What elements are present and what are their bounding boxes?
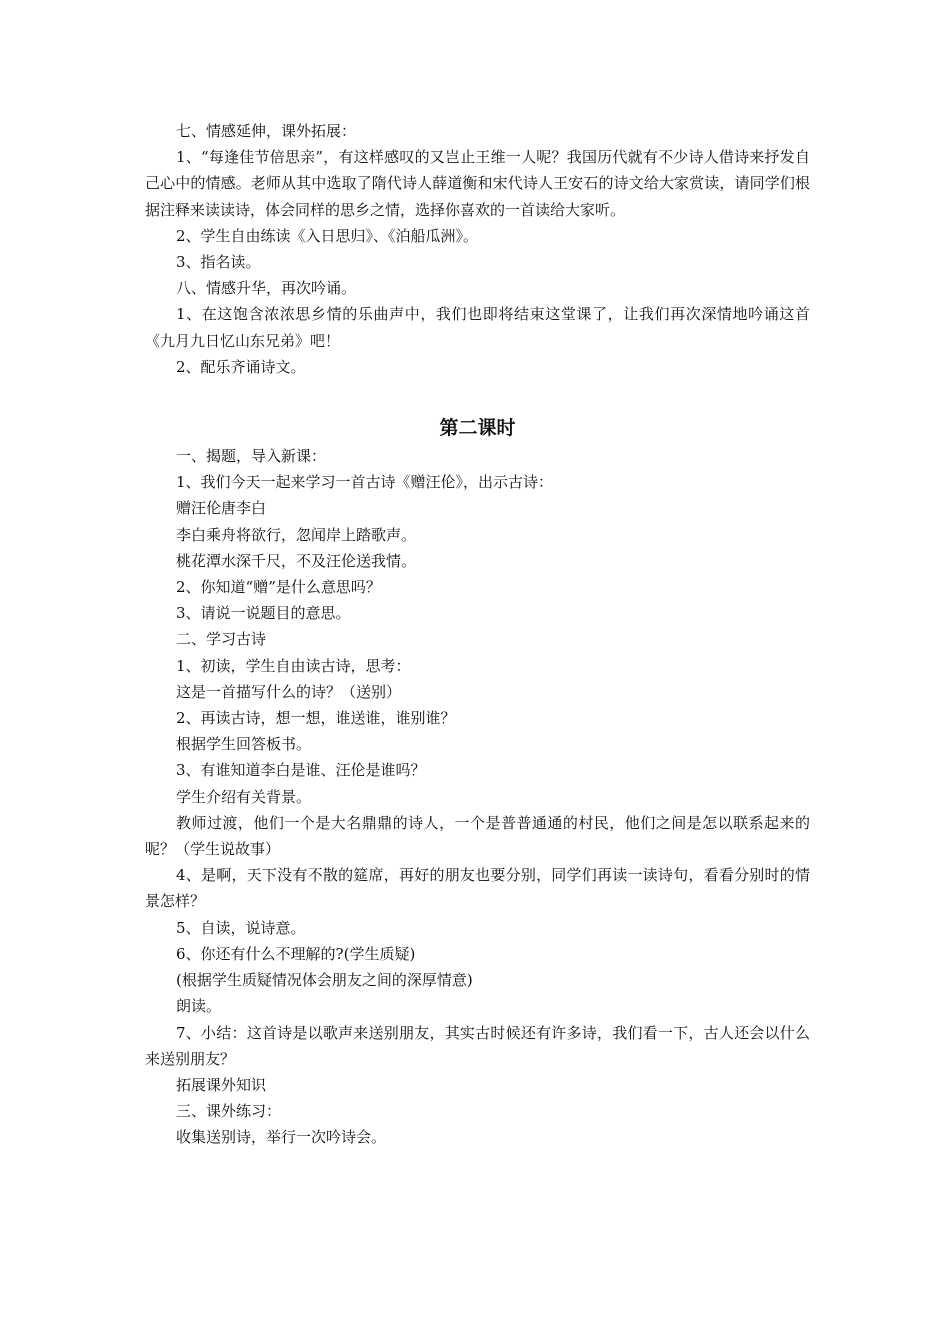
section-lesson-one-ending	[145, 118, 810, 380]
document-page	[145, 118, 810, 1151]
section-lesson-two	[145, 443, 810, 1150]
paragraph: 拓展课外知识	[176, 1075, 267, 1094]
section-heading-eight: 八、情感升华，再次吟诵。	[176, 279, 357, 298]
paragraph: 3、有谁知道李白是谁、汪伦是谁吗？	[176, 761, 426, 780]
section-spacer	[145, 380, 810, 414]
paragraph: 教师过渡，他们一个是大名鼎鼎的诗人，一个是普普通通的村民，他们之间是怎以联系起来的呢？（学生说故事）	[145, 813, 810, 859]
paragraph: 朗读。	[176, 997, 222, 1016]
paragraph: 学生介绍有关背景。	[176, 787, 312, 806]
paragraph: 1、初读，学生自由读古诗，思考：	[176, 656, 411, 675]
paragraph: 7、小结：这首诗是以歌声来送别朋友，其实古时候还有许多诗，我们看一下，古人还会以什么来送别朋友？	[145, 1023, 810, 1068]
paragraph: 6、你还有什么不理解的?(学生质疑)	[176, 944, 416, 963]
paragraph: 1、我们今天一起来学习一首古诗《赠汪伦》，出示古诗：	[176, 473, 554, 492]
paragraph: 1、在这饱含浓浓思乡情的乐曲声中，我们也即将结束这堂课了，让我们再次深情地吟诵这首《九月九日忆山东兄弟》吧！	[145, 305, 810, 350]
paragraph: 收集送别诗，举行一次吟诗会。	[176, 1128, 387, 1147]
lesson-title: 第二课时	[439, 417, 516, 440]
section-heading-three: 三、课外练习：	[176, 1102, 282, 1121]
paragraph: 根据学生回答板书。	[176, 735, 312, 754]
section-heading-two: 二、学习古诗	[176, 630, 267, 649]
poem-line: 李白乘舟将欲行，忽闻岸上踏歌声。	[176, 525, 417, 544]
paragraph: 2、你知道“赠”是什么意思吗？	[176, 578, 381, 597]
paragraph: (根据学生质疑情况体会朋友之间的深厚情意)	[176, 971, 473, 990]
section-heading-one: 一、揭题，导入新课：	[176, 447, 327, 466]
paragraph: 1、“每逢佳节倍思亲”，有这样感叹的又岂止王维一人呢？我国历代就有不少诗人借诗来抒发自己心中的情感。老师从其中选取了隋代诗人薛道衡和宋代诗人王安石的诗文给大家赏读，请同学们根据注释来读读诗，体会同样的思乡之情，选择你喜欢的一首读给大家听。	[145, 148, 810, 219]
paragraph: 5、自读，说诗意。	[176, 918, 306, 937]
poem-title: 赠汪伦唐李白	[176, 499, 267, 518]
poem-line: 桃花潭水深千尺，不及汪伦送我情。	[176, 551, 417, 570]
section-heading-seven: 七、情感延伸，课外拓展：	[176, 122, 357, 140]
paragraph: 2、配乐齐诵诗文。	[176, 357, 306, 376]
paragraph: 这是一首描写什么的诗？（送别）	[176, 682, 402, 701]
paragraph: 3、请说一说题目的意思。	[176, 604, 351, 623]
paragraph: 4、是啊，天下没有不散的筵席，再好的朋友也要分别，同学们再读一读诗句，看看分别时的情景怎样？	[145, 866, 810, 911]
paragraph: 2、再读古诗，想一想，谁送谁，谁别谁？	[176, 709, 456, 728]
paragraph: 3、指名读。	[176, 253, 261, 272]
paragraph: 2、学生自由练读《入日思归》、《泊船瓜洲》。	[176, 226, 479, 245]
